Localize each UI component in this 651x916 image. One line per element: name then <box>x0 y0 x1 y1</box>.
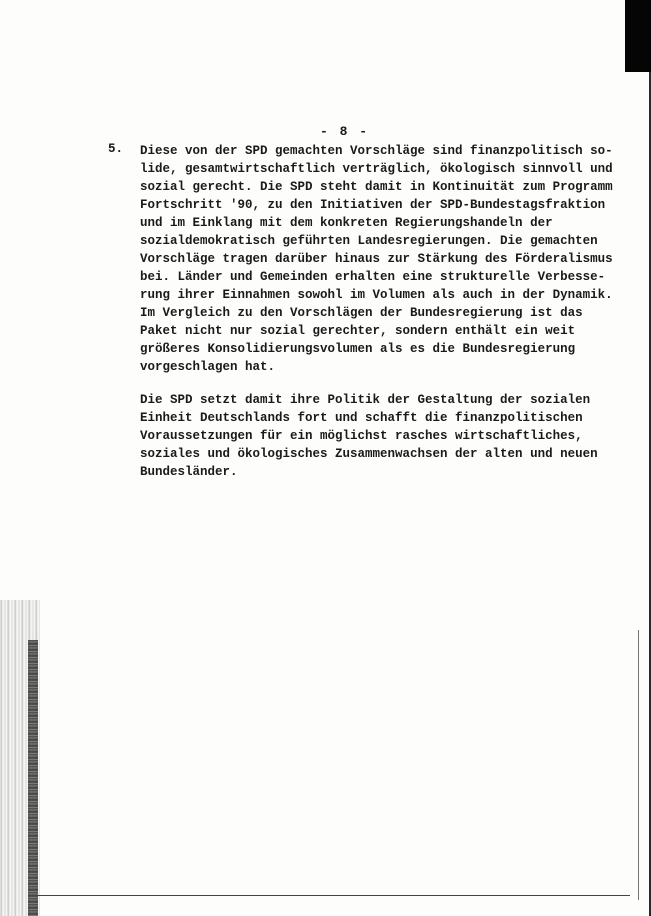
text-line: Die SPD setzt damit ihre Politik der Gestaltung der sozialen <box>140 393 591 407</box>
scan-edge-artifact <box>625 0 651 72</box>
text-line: bei. Länder und Gemeinden erhalten eine strukturelle Verbesse- <box>140 270 606 284</box>
scan-edge-artifact <box>638 630 639 900</box>
text-line: Vorschläge tragen darüber hinaus zur Stärkung des Förderalismus <box>140 252 613 266</box>
text-line: lide, gesamtwirtschaftlich verträglich, ökologisch sinnvoll und <box>140 162 613 176</box>
text-line: Bundesländer. <box>140 465 238 479</box>
text-line: größeres Konsolidierungsvolumen als es die Bundesregierung <box>140 342 576 356</box>
paragraph-1 <box>140 142 613 376</box>
page-number: - 8 - <box>320 124 370 139</box>
text-line: Im Vergleich zu den Vorschlägen der Bundesregierung ist das <box>140 306 583 320</box>
text-line: Voraussetzungen für ein möglichst rasches wirtschaftliches, <box>140 429 583 443</box>
text-line: rung ihrer Einnahmen sowohl im Volumen als auch in der Dynamik. <box>140 288 613 302</box>
text-line: soziales und ökologisches Zusammenwachsen der alten und neuen <box>140 447 598 461</box>
text-line: vorgeschlagen hat. <box>140 360 276 374</box>
list-item-number: 5. <box>108 142 124 156</box>
text-line: Fortschritt '90, zu den Initiativen der SPD-Bundestagsfraktion <box>140 198 606 212</box>
text-line: Paket nicht nur sozial gerechter, sondern enthält ein weit <box>140 324 576 338</box>
text-line: und im Einklang mit dem konkreten Regierungshandeln der <box>140 216 553 230</box>
scan-edge-artifact <box>30 895 630 896</box>
text-line: Diese von der SPD gemachten Vorschläge sind finanzpolitisch so- <box>140 144 613 158</box>
text-line: sozialdemokratisch geführten Landesregierungen. Die gemachten <box>140 234 598 248</box>
text-line: sozial gerecht. Die SPD steht damit in Kontinuität zum Programm <box>140 180 613 194</box>
paragraph-2 <box>140 391 598 481</box>
scan-edge-artifact <box>28 640 38 916</box>
text-line: Einheit Deutschlands fort und schafft die finanzpolitischen <box>140 411 583 425</box>
